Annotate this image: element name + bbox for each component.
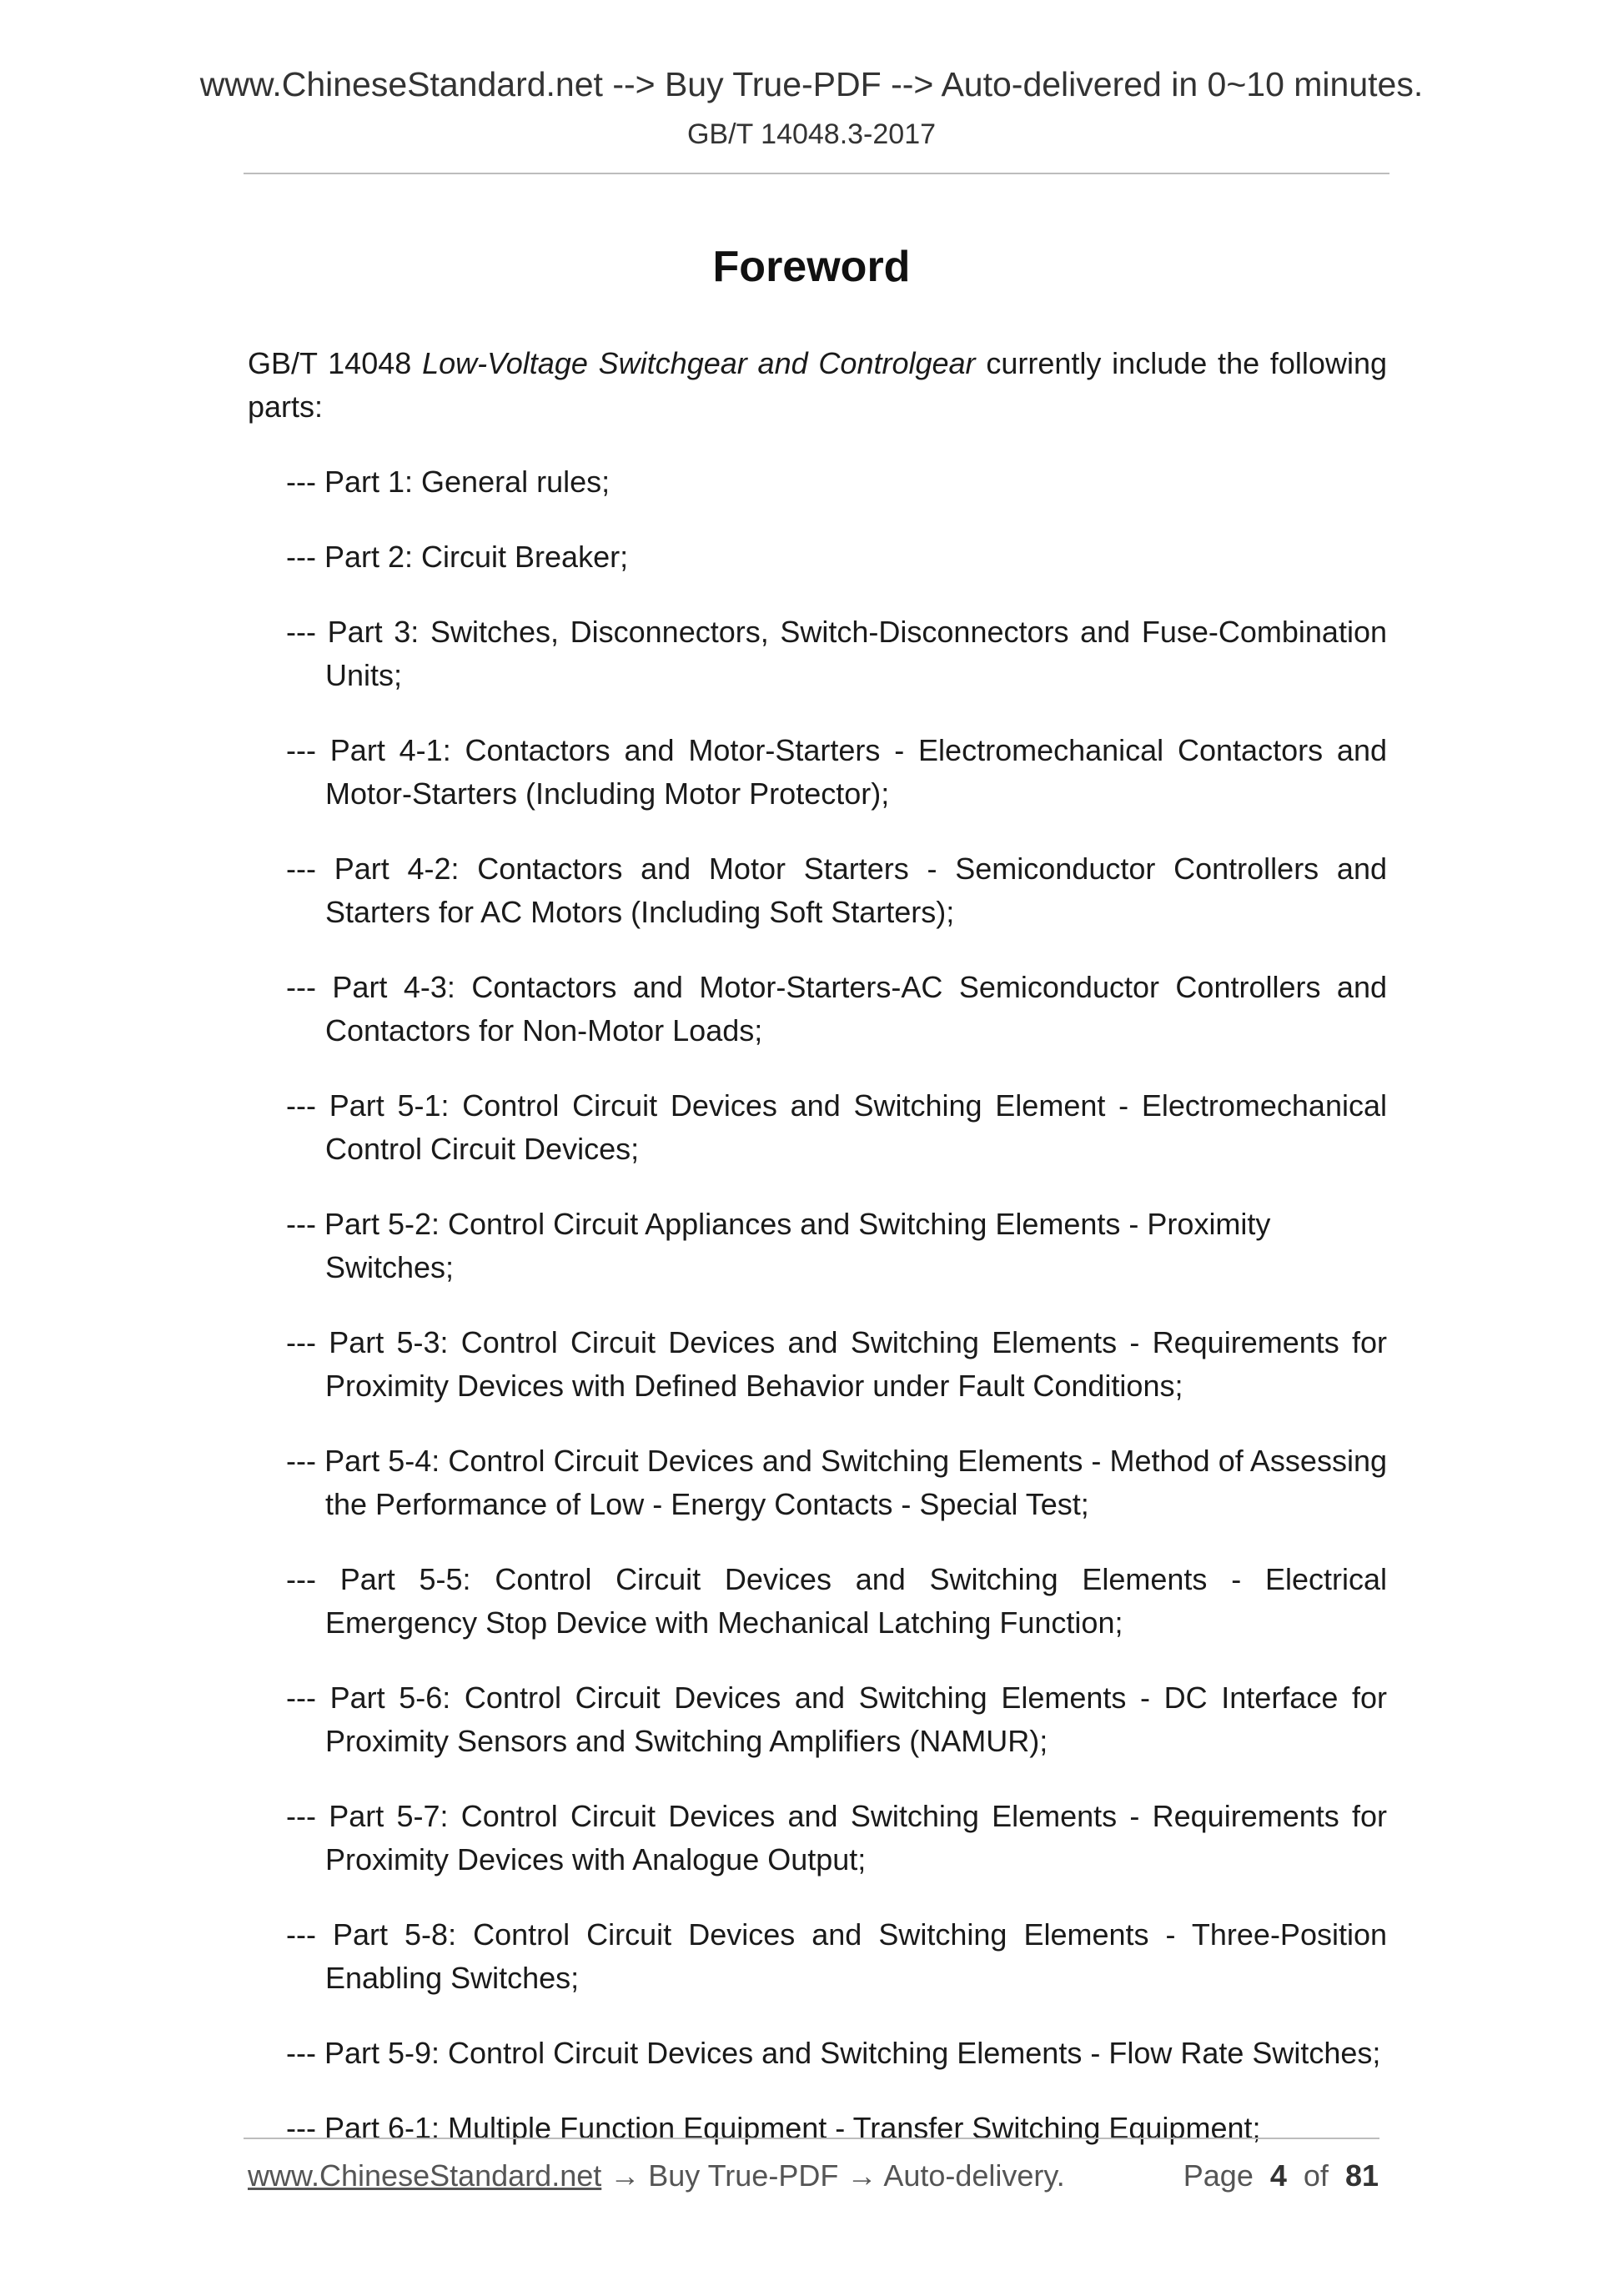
intro-prefix: GB/T 14048 xyxy=(248,346,423,380)
list-item: --- Part 1: General rules; xyxy=(286,465,611,499)
of-label: of xyxy=(1303,2158,1329,2193)
list-item: --- Part 4-2: Contactors and Motor Starters - Semiconductor Controllers and Starters for AC Motors (Including Soft Starters); xyxy=(286,852,1387,929)
page-label: Page xyxy=(1183,2158,1254,2193)
list-item: --- Part 5-2: Control Circuit Appliances and Switching Elements - Proximity Switches; xyxy=(286,1207,1271,1284)
list-item: --- Part 6-1: Multiple Function Equipment - Transfer Switching Equipment; xyxy=(286,2111,1261,2145)
list-item: --- Part 2: Circuit Breaker; xyxy=(286,540,629,574)
list-item: --- Part 5-4: Control Circuit Devices and Switching Elements - Method of Assessing the Performance of Low - Energy Contacts - Special Test; xyxy=(286,1444,1387,1521)
page-indicator xyxy=(1183,2158,1379,2193)
list-item: --- Part 5-5: Control Circuit Devices and Switching Elements - Electrical Emergency Stop Device with Mechanical Latching Function; xyxy=(286,1562,1387,1640)
list-item: --- Part 3: Switches, Disconnectors, Switch-Disconnectors and Fuse-Combination Units; xyxy=(286,615,1387,692)
list-item: --- Part 5-8: Control Circuit Devices and Switching Elements - Three-Position Enabling Switches; xyxy=(286,1917,1387,1995)
series-title: Low-Voltage Switchgear and Controlgear xyxy=(422,346,976,380)
footer-left xyxy=(248,2158,1065,2193)
page-number: 4 xyxy=(1269,2158,1287,2193)
header-banner: www.ChineseStandard.net --> Buy True-PDF --> Auto-delivered in 0~10 minutes. xyxy=(199,65,1424,103)
footer-website-link[interactable]: www.ChineseStandard.net xyxy=(248,2158,602,2193)
page-title: Foreword xyxy=(712,243,911,291)
foreword-body xyxy=(248,342,1387,2182)
list-item: --- Part 5-1: Control Circuit Devices and Switching Element - Electromechanical Control Circuit Devices; xyxy=(286,1088,1387,1166)
footer-divider xyxy=(244,2138,1379,2139)
list-item: --- Part 5-9: Control Circuit Devices and Switching Elements - Flow Rate Switches; xyxy=(286,2036,1381,2070)
list-item: --- Part 4-3: Contactors and Motor-Starters-AC Semiconductor Controllers and Contactors for Non-Motor Loads; xyxy=(286,970,1387,1048)
total-pages: 81 xyxy=(1344,2158,1379,2193)
list-item: --- Part 5-3: Control Circuit Devices and Switching Elements - Requirements for Proximity Devices with Defined Behavior under Fault Conditions; xyxy=(286,1325,1387,1403)
intro-suffix: currently include the following parts: xyxy=(248,346,1387,424)
list-item: --- Part 5-7: Control Circuit Devices and Switching Elements - Requirements for Proximity Devices with Analogue Output; xyxy=(286,1799,1387,1876)
footer-tagline: → Buy True-PDF → Auto-delivery. xyxy=(601,2158,1065,2193)
standard-code: GB/T 14048.3-2017 xyxy=(686,118,937,150)
header-divider xyxy=(244,173,1389,174)
list-item: --- Part 5-6: Control Circuit Devices and Switching Elements - DC Interface for Proximity Sensors and Switching Amplifiers (NAMUR); xyxy=(286,1681,1387,1758)
list-item: --- Part 4-1: Contactors and Motor-Starters - Electromechanical Contactors and Motor-Starters (Including Motor Protector); xyxy=(286,733,1387,811)
intro-paragraph xyxy=(248,342,1387,429)
